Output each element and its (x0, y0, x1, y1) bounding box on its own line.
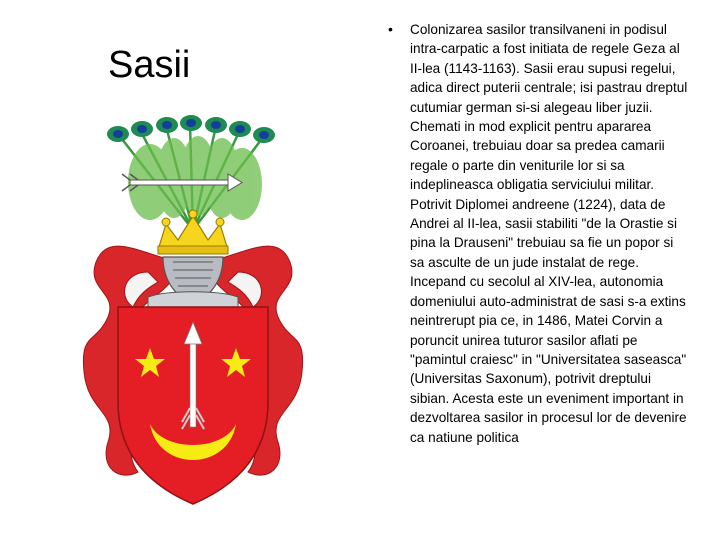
shield-icon (118, 307, 268, 504)
bullet-marker: • (388, 21, 393, 37)
bullet-item (388, 20, 688, 447)
coat-of-arms-icon (78, 112, 308, 507)
slide-content (388, 20, 688, 447)
bullet-text: Colonizarea sasilor transilvaneni in podisul intra-carpatic a fost initiata de regele Geza al II-lea (1143-1163). Sasii erau supusi regelui, adica direct puterii centrale; isi pastrau dreptul cutumiar german si-si alegeau liber juzii. Chemati in mod explicit pentru apararea Coroanei, trebuiau doar sa predea camarii regale o parte din veniturile lor si sa indeplineasca obligatia serviciului militar. Potrivit Diplomei andreene (1224), data de Andrei al II-lea, sasii stabiliti "de la Orastie si pina la Drauseni" trebuiau sa fie un popor si sa asculte de un jude instalat de rege. Incepand cu secolul al XIV-lea, autonomia domeniului auto-administrat de sasi s-a extins neintrerupt pia ce, in 1486, Matei Corvin a poruncit unirea tuturor sasilor aflati pe "pamintul craiesc" in "Universitatea saseasca" (Universitas Saxonum), potrivit dreptului sibian. Acesta este un eveniment important in dezvoltarea sasilor in procesul lor de devenire ca natiune politica (410, 22, 688, 445)
slide-title: Sasii (108, 44, 191, 86)
